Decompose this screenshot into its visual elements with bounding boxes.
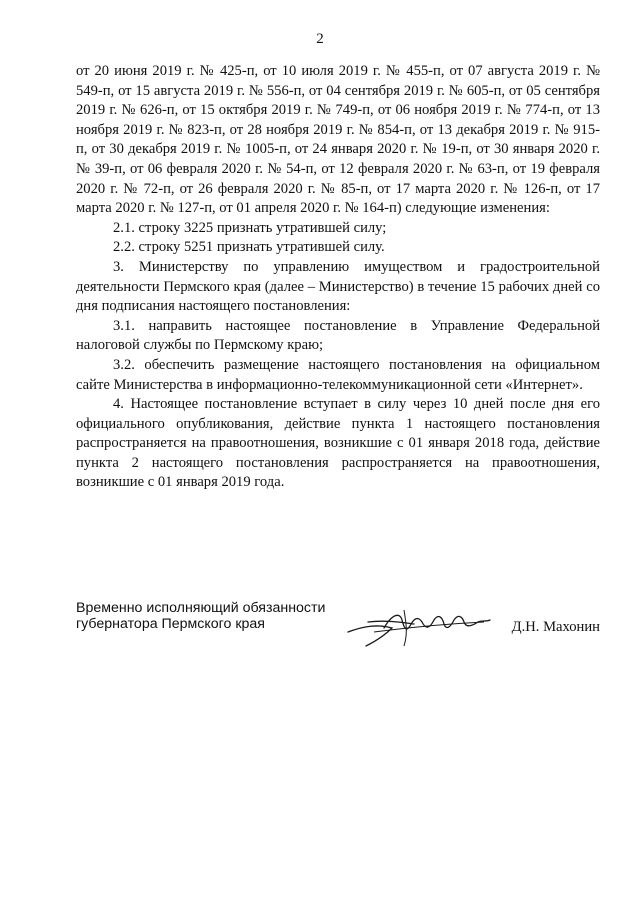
signature-block — [76, 600, 600, 660]
paragraph-3-2: 3.2. обеспечить размещение настоящего постановления на официальном сайте Министерства в информационно-телекоммуникационной сети «Интернет». — [76, 356, 600, 393]
paragraph-2-1: 2.1. строку 3225 признать утратившей силу; — [113, 219, 387, 236]
document-body — [76, 62, 600, 493]
signer-title — [76, 600, 325, 632]
page-number: 2 — [316, 31, 324, 47]
paragraph-2-2: 2.2. строку 5251 признать утратившей силу. — [113, 239, 385, 256]
signer-title-line2: губернатора Пермского края — [76, 616, 265, 632]
paragraph-3-1: 3.1. направить настоящее постановление в Управление Федеральной налоговой службы по Пермскому краю; — [76, 317, 600, 354]
paragraph-amendments-list: от 20 июня 2019 г. № 425-п, от 10 июля 2019 г. № 455-п, от 07 августа 2019 г. № 549-п, от 15 августа 2019 г. № 556-п, от 04 сентября 2019 г. № 605-п, от 05 сентября 2019 г. № 626-п, от 15 октября 2019 г. № 749-п, от 06 ноября 2019 г. № 774-п, от 13 ноября 2019 г. № 823-п, от 28 ноября 2019 г. № 854-п, от 13 декабря 2019 г. № 915-п, от 30 декабря 2019 г. № 1005-п, от 24 января 2020 г. № 19-п, от 30 января 2020 г. № 39-п, от 06 февраля 2020 г. № 54-п, от 12 февраля 2020 г. № 63-п, от 19 февраля 2020 г. № 72-п, от 26 февраля 2020 г. № 85-п, от 17 марта 2020 г. № 126-п, от 17 марта 2020 г. № 127-п, от 01 апреля 2020 г. № 164-п) следующие изменения: — [76, 63, 600, 217]
signer-name: Д.Н. Махонин — [511, 619, 600, 635]
paragraph-3: 3. Министерству по управлению имуществом и градостроительной деятельности Пермского края (далее – Министерство) в течение 15 рабочих дней со дня подписания настоящего постановления: — [76, 258, 600, 315]
paragraph-4: 4. Настоящее постановление вступает в силу через 10 дней после дня его официального опубликования, действие пункта 1 настоящего постановления распространяется на правоотношения, возникшие с 01 января 2018 года, действие пункта 2 настоящего постановления распространяется на правоотношения, возникшие с 01 января 2019 года. — [76, 396, 600, 491]
signer-title-line1: Временно исполняющий обязанности — [76, 600, 326, 616]
handwritten-signature — [344, 602, 494, 650]
